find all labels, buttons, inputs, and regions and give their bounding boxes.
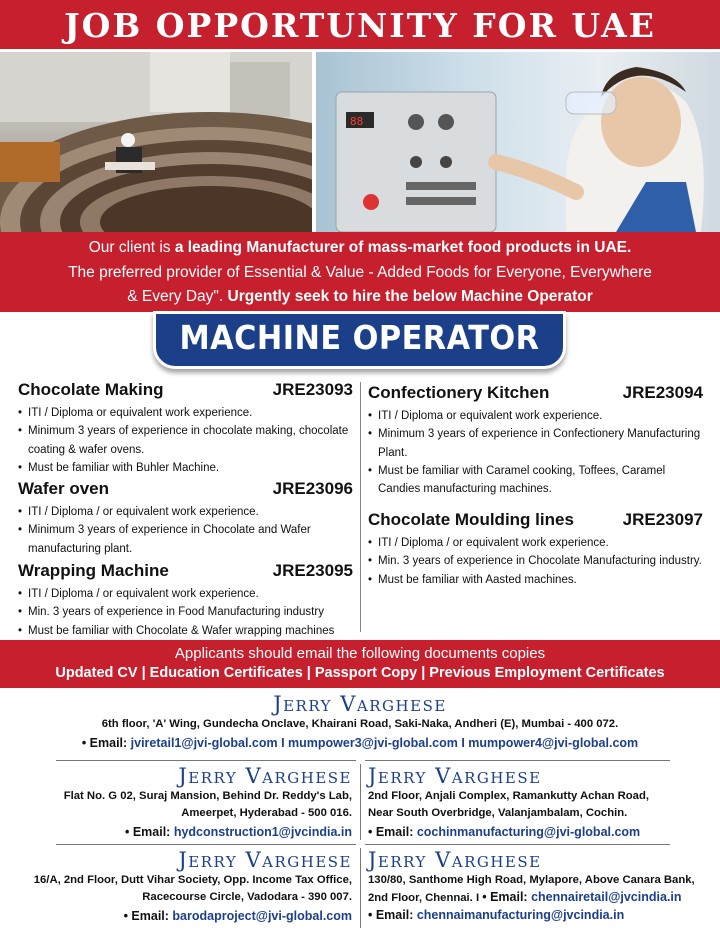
office-email-line: • Email: cochinmanufacturing@jvi-global.com [368, 825, 641, 839]
intro-line1-b: a leading Manufacturer of mass-market food products in UAE. [174, 239, 632, 256]
position-title: MACHINE OPERATOR [179, 318, 540, 357]
job-title: Chocolate Making [18, 380, 164, 399]
divider [365, 844, 670, 845]
job-requirement: • ITI / Diploma or equivalent work experience. [368, 407, 703, 425]
office-brand: Jerry Varghese [368, 764, 542, 788]
intro-line3-a: & Every Day". [127, 288, 228, 305]
job-requirement: • Min. 3 years of experience in Food Manufacturing industry [18, 603, 353, 621]
control-panel-photo [316, 52, 720, 232]
office-address: 6th floor, 'A' Wing, Gundecha Onclave, Khairani Road, Saki-Naka, Andheri (E), Mumbai - 400 072. [101, 718, 619, 730]
office-email-line: • Email: chennaimanufacturing@jvcindia.in [368, 908, 625, 922]
intro-text [10, 236, 710, 310]
job-requirement: • Must be familiar with Chocolate & Wafer wrapping machines [18, 622, 353, 640]
divider [56, 760, 356, 761]
office-address: Racecourse Circle, Vadodara - 390 007. [142, 891, 352, 903]
apply-documents: Updated CV | Education Certificates | Passport Copy | Previous Employment Certificates [55, 665, 665, 681]
job-code: JRE23097 [622, 510, 703, 529]
job-requirement: • ITI / Diploma or equivalent work experience. [18, 404, 353, 422]
job-title: Confectionery Kitchen [368, 383, 550, 402]
apply-instructions: Applicants should email the following documents copies [174, 645, 546, 662]
office-address: Flat No. G 02, Suraj Mansion, Behind Dr. Reddy's Lab, [63, 790, 352, 802]
job-code: JRE23095 [272, 561, 353, 580]
office-address: 16/A, 2nd Floor, Dutt Vihar Society, Opp. Income Tax Office, [33, 874, 352, 886]
job-requirement: • Must be familiar with Buhler Machine. [18, 459, 353, 477]
office-brand: Jerry Varghese [368, 848, 542, 872]
job-requirement: • Minimum 3 years of experience in Confectionery Manufacturing Plant. [368, 425, 703, 462]
operator-illustration [316, 52, 720, 232]
office-address: Ameerpet, Hyderabad - 500 016. [181, 807, 352, 819]
job-requirement: • Minimum 3 years of experience in chocolate making, chocolate coating & wafer ovens. [18, 422, 353, 459]
divider [360, 848, 361, 928]
divider [56, 844, 356, 845]
email-link[interactable]: hydconstruction1@jvcindia.in [173, 825, 352, 839]
office-address: 130/80, Santhome High Road, Mylapore, Above Canara Bank, [368, 874, 695, 886]
job-code: JRE23093 [272, 380, 353, 399]
office-brand: Jerry Varghese [178, 764, 352, 788]
office-cochin [368, 764, 713, 841]
page-title: JOB OPPORTUNITY FOR UAE [64, 6, 656, 45]
divider [360, 764, 361, 840]
email-link[interactable]: chennaimanufacturing@jvcindia.in [416, 908, 625, 922]
job-requirement: • ITI / Diploma / or equivalent work experience. [18, 503, 353, 521]
intro-line2: The preferred provider of Essential & Value - Added Foods for Everyone, Everywhere [68, 263, 652, 281]
header-photos [0, 52, 720, 232]
office-mumbai [0, 692, 720, 752]
email-link[interactable]: barodaproject@jvi-global.com [172, 909, 352, 923]
email-link[interactable]: chennairetail@jvcindia.in [531, 890, 682, 904]
office-brand: Jerry Varghese [273, 692, 447, 716]
office-email-line: • Email: jviretail1@jvi-global.com I mumpower3@jvi-global.com I mumpower4@jvi-global.com [81, 736, 639, 750]
job-requirement: • Minimum 3 years of experience in Chocolate and Wafer manufacturing plant. [18, 521, 353, 558]
job-chocolate-making [18, 380, 353, 477]
svg-text:88: 88 [350, 115, 364, 128]
job-wrapping-machine [18, 561, 353, 640]
job-code: JRE23096 [272, 479, 353, 498]
office-hyderabad [10, 764, 352, 841]
office-vadodara [10, 848, 352, 925]
conveyor-illustration [0, 52, 312, 232]
factory-conveyor-photo [0, 52, 312, 232]
office-email-line: • Email: hydconstruction1@jvcindia.in [124, 825, 352, 839]
job-code: JRE23094 [622, 383, 703, 402]
job-wafer-oven [18, 479, 353, 558]
intro-line1-a: Our client is [88, 239, 175, 256]
job-chocolate-moulding [368, 510, 703, 589]
office-brand: Jerry Varghese [178, 848, 352, 872]
job-requirement: • ITI / Diploma / or equivalent work experience. [18, 585, 353, 603]
intro-line3-b: Urgently seek to hire the below Machine Operator [227, 288, 593, 305]
office-email-line: • Email: barodaproject@jvi-global.com [123, 909, 352, 923]
email-link[interactable]: jviretail1@jvi-global.com I mumpower3@jvi-global.com I mumpower4@jvi-global.com [130, 736, 639, 750]
job-title: Chocolate Moulding lines [368, 510, 574, 529]
office-address-email-line: 2nd Floor, Chennai. I • Email: chennairetail@jvcindia.in [368, 890, 682, 904]
job-confectionery-kitchen [368, 383, 703, 498]
column-divider [360, 382, 361, 632]
job-requirement: • Must be familiar with Caramel cooking, Toffees, Caramel Candies manufacturing machines. [368, 462, 703, 499]
job-requirement: • Min. 3 years of experience in Chocolate Manufacturing industry. [368, 552, 703, 570]
divider [365, 760, 670, 761]
email-link[interactable]: cochinmanufacturing@jvi-global.com [416, 825, 641, 839]
office-address: Near South Overbridge, Valanjambalam, Cochin. [368, 807, 628, 819]
office-chennai [368, 848, 713, 924]
office-address: 2nd Floor, Anjali Complex, Ramankutty Achan Road, [368, 790, 649, 802]
job-requirement: • Must be familiar with Aasted machines. [368, 571, 703, 589]
job-title: Wafer oven [18, 479, 110, 498]
job-title: Wrapping Machine [18, 561, 169, 580]
job-requirement: • ITI / Diploma / or equivalent work experience. [368, 534, 703, 552]
